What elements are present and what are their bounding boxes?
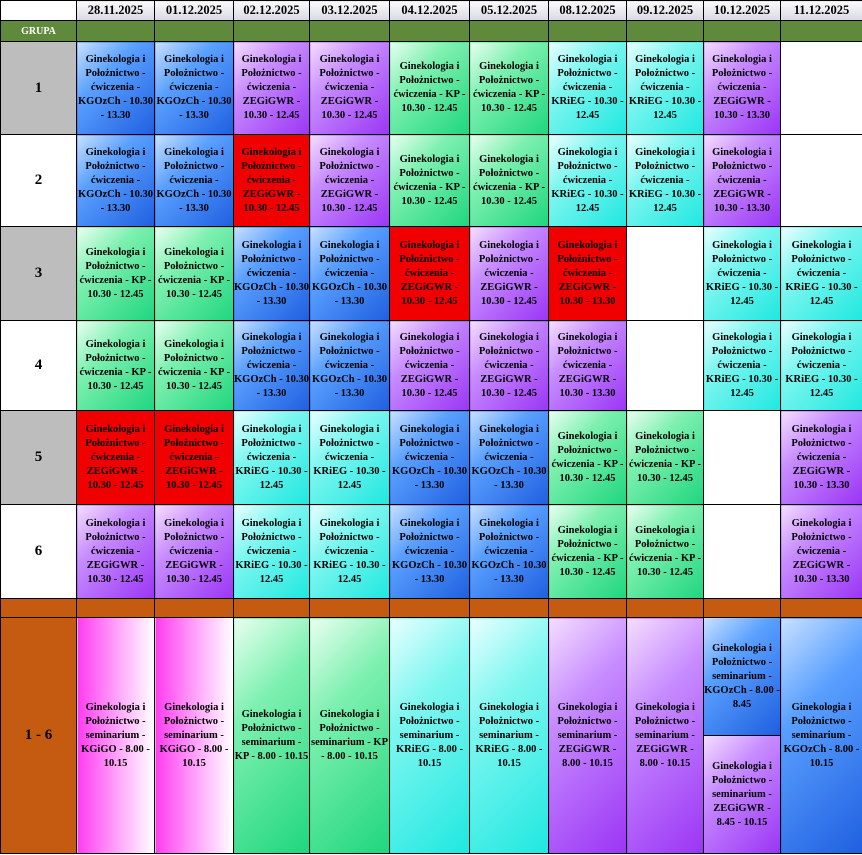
seminar-cell[interactable]: Ginekologia i Położnictwo - seminarium - ZEGiGWR - 8.00 - 10.15 [549,618,627,854]
group-row [1,227,862,321]
corner-cell [1,1,77,21]
grupa-spacer [155,21,234,42]
group-row [1,505,862,599]
date-header: 09.12.2025 [627,1,704,21]
class-cell[interactable]: Ginekologia i Położnictwo - ćwiczenia - KGOzCh - 10.30 - 13.30 [155,135,234,227]
seminar-cell[interactable]: Ginekologia i Położnictwo - seminarium - KGOzCh - 8.00 - 8.45 [704,618,780,735]
seminar-spacer [77,599,155,618]
seminar-cell[interactable]: Ginekologia i Położnictwo - seminarium - KRiEG - 8.00 - 10.15 [470,618,549,854]
group-row [1,411,862,505]
group-label: 1 [1,42,77,135]
group-row [1,135,862,227]
seminar-spacer [781,599,862,618]
class-cell[interactable]: Ginekologia i Położnictwo - ćwiczenia - KP - 10.30 - 12.45 [77,321,155,411]
class-cell[interactable]: Ginekologia i Położnictwo - ćwiczenia - ZEGiGWR - 10.30 - 12.45 [390,227,470,321]
class-cell[interactable]: Ginekologia i Położnictwo - ćwiczenia - ZEGiGWR - 10.30 - 12.45 [390,321,470,411]
group-label: 5 [1,411,77,505]
class-cell[interactable]: Ginekologia i Położnictwo - ćwiczenia - KRiEG - 10.30 - 12.45 [234,505,310,599]
class-cell[interactable]: Ginekologia i Położnictwo - ćwiczenia - KRiEG - 10.30 - 12.45 [704,227,781,321]
grupa-spacer [77,21,155,42]
class-cell[interactable]: Ginekologia i Położnictwo - ćwiczenia - KP - 10.30 - 12.45 [470,42,549,135]
seminar-cell[interactable]: Ginekologia i Położnictwo - seminarium - KRiEG - 8.00 - 10.15 [390,618,470,854]
class-cell[interactable]: Ginekologia i Położnictwo - ćwiczenia - KP - 10.30 - 12.45 [390,42,470,135]
seminar-spacer [627,599,704,618]
class-cell[interactable]: Ginekologia i Położnictwo - ćwiczenia - KRiEG - 10.30 - 12.45 [310,505,390,599]
seminar-spacer [310,599,390,618]
seminar-cell[interactable]: Ginekologia i Położnictwo - seminarium - ZEGiGWR - 8.00 - 10.15 [627,618,704,854]
seminar-split-cell [704,618,781,854]
seminar-group-label: 1 - 6 [1,618,77,854]
class-cell[interactable]: Ginekologia i Położnictwo - ćwiczenia - KP - 10.30 - 12.45 [155,227,234,321]
class-cell[interactable]: Ginekologia i Położnictwo - ćwiczenia - ZEGiGWR - 10.30 - 12.45 [470,227,549,321]
class-cell[interactable]: Ginekologia i Położnictwo - ćwiczenia - KP - 10.30 - 12.45 [470,135,549,227]
grupa-spacer [704,21,781,42]
class-cell[interactable]: Ginekologia i Położnictwo - ćwiczenia - KGOzCh - 10.30 - 13.30 [310,227,390,321]
class-cell[interactable]: Ginekologia i Położnictwo - ćwiczenia - KRiEG - 10.30 - 12.45 [549,135,627,227]
date-header: 02.12.2025 [234,1,310,21]
group-label: 4 [1,321,77,411]
date-header: 10.12.2025 [704,1,781,21]
class-cell[interactable]: Ginekologia i Położnictwo - ćwiczenia - ZEGiGWR - 10.30 - 13.30 [781,411,862,505]
seminar-spacer-row [1,599,862,618]
seminar-spacer [549,599,627,618]
seminar-cell[interactable]: Ginekologia i Położnictwo - seminarium - KGiGO - 8.00 - 10.15 [77,618,155,854]
seminar-row [1,618,862,854]
group-row [1,321,862,411]
grupa-spacer [390,21,470,42]
seminar-cell[interactable]: Ginekologia i Położnictwo - seminarium - KP - 8.00 - 10.15 [310,618,390,854]
date-header: 08.12.2025 [549,1,627,21]
class-cell[interactable]: Ginekologia i Położnictwo - ćwiczenia - ZEGiGWR - 10.30 - 13.30 [549,227,627,321]
class-cell[interactable]: Ginekologia i Położnictwo - ćwiczenia - KRiEG - 10.30 - 12.45 [549,42,627,135]
date-header: 01.12.2025 [155,1,234,21]
grupa-row [1,21,862,42]
class-cell[interactable]: Ginekologia i Położnictwo - ćwiczenia - ZEGiGWR - 10.30 - 12.45 [234,135,310,227]
date-header: 03.12.2025 [310,1,390,21]
class-cell[interactable]: Ginekologia i Położnictwo - ćwiczenia - ZEGiGWR - 10.30 - 13.30 [704,135,781,227]
seminar-cell[interactable]: Ginekologia i Położnictwo - seminarium - KGOzCh - 8.00 - 10.15 [781,618,862,854]
class-cell[interactable]: Ginekologia i Położnictwo - ćwiczenia - ZEGiGWR - 10.30 - 13.30 [549,321,627,411]
class-cell[interactable]: Ginekologia i Położnictwo - ćwiczenia - KRiEG - 10.30 - 12.45 [781,227,862,321]
class-cell[interactable] [781,42,862,135]
class-cell[interactable]: Ginekologia i Położnictwo - ćwiczenia - KP - 10.30 - 12.45 [77,227,155,321]
class-cell[interactable]: Ginekologia i Położnictwo - ćwiczenia - ZEGiGWR - 10.30 - 12.45 [155,411,234,505]
class-cell[interactable]: Ginekologia i Położnictwo - ćwiczenia - KRiEG - 10.30 - 12.45 [627,135,704,227]
group-label: 2 [1,135,77,227]
class-cell[interactable]: Ginekologia i Położnictwo - ćwiczenia - ZEGiGWR - 10.30 - 12.45 [234,42,310,135]
class-cell[interactable]: Ginekologia i Położnictwo - ćwiczenia - KP - 10.30 - 12.45 [390,135,470,227]
class-cell[interactable]: Ginekologia i Położnictwo - ćwiczenia - KGOzCh - 10.30 - 13.30 [155,42,234,135]
class-cell[interactable]: Ginekologia i Położnictwo - ćwiczenia - KGOzCh - 10.30 - 13.30 [390,505,470,599]
class-cell[interactable]: Ginekologia i Położnictwo - ćwiczenia - ZEGiGWR - 10.30 - 12.45 [470,321,549,411]
grupa-spacer [310,21,390,42]
class-cell[interactable]: Ginekologia i Położnictwo - ćwiczenia - KP - 10.30 - 12.45 [155,321,234,411]
seminar-cell[interactable]: Ginekologia i Położnictwo - seminarium - KGiGO - 8.00 - 10.15 [155,618,234,854]
class-cell[interactable] [627,321,704,411]
class-cell[interactable]: Ginekologia i Położnictwo - ćwiczenia - KGOzCh - 10.30 - 13.30 [310,321,390,411]
date-header: 11.12.2025 [781,1,862,21]
class-cell[interactable]: Ginekologia i Położnictwo - ćwiczenia - KRiEG - 10.30 - 12.45 [234,411,310,505]
seminar-spacer [1,599,77,618]
class-cell[interactable] [704,411,781,505]
class-cell[interactable]: Ginekologia i Położnictwo - ćwiczenia - KP - 10.30 - 12.45 [549,411,627,505]
seminar-cell[interactable]: Ginekologia i Położnictwo - seminarium - KP - 8.00 - 10.15 [234,618,310,854]
class-cell[interactable]: Ginekologia i Położnictwo - ćwiczenia - KP - 10.30 - 12.45 [627,411,704,505]
class-cell[interactable]: Ginekologia i Położnictwo - ćwiczenia - KGOzCh - 10.30 - 13.30 [234,227,310,321]
seminar-spacer [470,599,549,618]
group-label: 3 [1,227,77,321]
class-cell[interactable]: Ginekologia i Położnictwo - ćwiczenia - ZEGiGWR - 10.30 - 13.30 [781,505,862,599]
class-cell[interactable]: Ginekologia i Położnictwo - ćwiczenia - KRiEG - 10.30 - 12.45 [310,411,390,505]
class-cell[interactable]: Ginekologia i Położnictwo - ćwiczenia - KGOzCh - 10.30 - 13.30 [470,505,549,599]
class-cell[interactable]: Ginekologia i Położnictwo - ćwiczenia - ZEGiGWR - 10.30 - 12.45 [155,505,234,599]
seminar-spacer [155,599,234,618]
seminar-spacer [704,599,781,618]
class-cell[interactable]: Ginekologia i Położnictwo - ćwiczenia - KP - 10.30 - 12.45 [627,505,704,599]
grupa-spacer [549,21,627,42]
seminar-spacer [390,599,470,618]
seminar-spacer [234,599,310,618]
grupa-spacer [781,21,862,42]
grupa-spacer [470,21,549,42]
group-label: 6 [1,505,77,599]
seminar-stack [704,618,780,853]
class-cell[interactable] [704,505,781,599]
class-cell[interactable]: Ginekologia i Położnictwo - ćwiczenia - ZEGiGWR - 10.30 - 12.45 [310,42,390,135]
grupa-spacer [627,21,704,42]
class-cell[interactable]: Ginekologia i Położnictwo - ćwiczenia - ZEGiGWR - 10.30 - 12.45 [77,411,155,505]
class-cell[interactable]: Ginekologia i Położnictwo - ćwiczenia - KRiEG - 10.30 - 12.45 [627,42,704,135]
seminar-cell[interactable]: Ginekologia i Położnictwo - seminarium - ZEGiGWR - 8.45 - 10.15 [704,735,780,853]
class-cell[interactable]: Ginekologia i Położnictwo - ćwiczenia - KGOzCh - 10.30 - 13.30 [390,411,470,505]
date-header: 28.11.2025 [77,1,155,21]
class-cell[interactable]: Ginekologia i Położnictwo - ćwiczenia - KRiEG - 10.30 - 12.45 [704,321,781,411]
group-row [1,42,862,135]
class-cell[interactable]: Ginekologia i Położnictwo - ćwiczenia - KGOzCh - 10.30 - 13.30 [77,42,155,135]
class-cell[interactable]: Ginekologia i Położnictwo - ćwiczenia - KGOzCh - 10.30 - 13.30 [470,411,549,505]
class-cell[interactable] [781,135,862,227]
grupa-label: GRUPA [1,21,77,42]
date-header: 05.12.2025 [470,1,549,21]
date-header: 04.12.2025 [390,1,470,21]
class-cell[interactable]: Ginekologia i Położnictwo - ćwiczenia - ZEGiGWR - 10.30 - 12.45 [77,505,155,599]
class-cell[interactable]: Ginekologia i Położnictwo - ćwiczenia - KP - 10.30 - 12.45 [549,505,627,599]
class-cell[interactable]: Ginekologia i Położnictwo - ćwiczenia - ZEGiGWR - 10.30 - 13.30 [704,42,781,135]
class-cell[interactable]: Ginekologia i Położnictwo - ćwiczenia - KRiEG - 10.30 - 12.45 [781,321,862,411]
header-row [1,1,862,21]
grupa-spacer [234,21,310,42]
class-cell[interactable]: Ginekologia i Położnictwo - ćwiczenia - ZEGiGWR - 10.30 - 12.45 [310,135,390,227]
class-cell[interactable] [627,227,704,321]
class-cell[interactable]: Ginekologia i Położnictwo - ćwiczenia - KGOzCh - 10.30 - 13.30 [77,135,155,227]
class-cell[interactable]: Ginekologia i Położnictwo - ćwiczenia - KGOzCh - 10.30 - 13.30 [234,321,310,411]
